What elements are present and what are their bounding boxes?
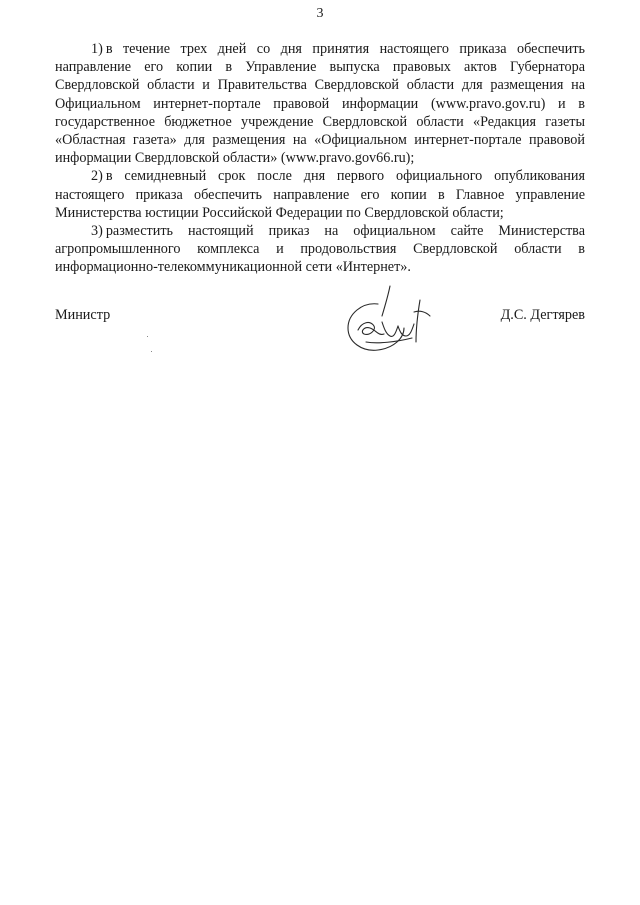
list-item-number: 1) bbox=[91, 41, 103, 57]
document-body bbox=[55, 40, 585, 277]
list-item-number: 3) bbox=[91, 223, 103, 240]
list-item-text: в течение трех дней со дня принятия настоящего приказа обеспечить направление его копии в Управление выпуска правовых актов Губернатора Свердловской области и Правительства Свердловской области для размещения на Официальном интернет-портале правовой информации (www.pravo.gov.ru) и в государственное бюджетное учреждение Свердловской области «Редакция газеты «Областная газета» для размещения на «Официальном интернет-портале правовой информации Свердловской области» (www.pravo.gov66.ru); bbox=[55, 41, 585, 167]
list-item-1 bbox=[55, 40, 585, 167]
list-item-2 bbox=[55, 167, 585, 222]
scan-speck bbox=[147, 336, 148, 337]
handwritten-signature bbox=[338, 282, 438, 362]
scan-speck bbox=[151, 351, 152, 352]
signatory-name: Д.С. Дегтярев bbox=[500, 307, 585, 323]
list-item-number: 2) bbox=[91, 168, 103, 185]
list-item-text: разместить настоящий приказ на официальном сайте Министерства агропромышленного комплекса и продовольствия Свердловской области в информационно-телекоммуникационной сети «Интернет». bbox=[55, 223, 585, 276]
page-number: 3 bbox=[316, 6, 324, 21]
list-item-3 bbox=[55, 222, 585, 277]
signatory-title: Министр bbox=[55, 307, 111, 323]
list-item-text: в семидневный срок после дня первого официального опубликования настоящего приказа обеспечить направление его копии в Главное управление Министерства юстиции Российской Федерации по Свердловской области; bbox=[55, 168, 585, 221]
